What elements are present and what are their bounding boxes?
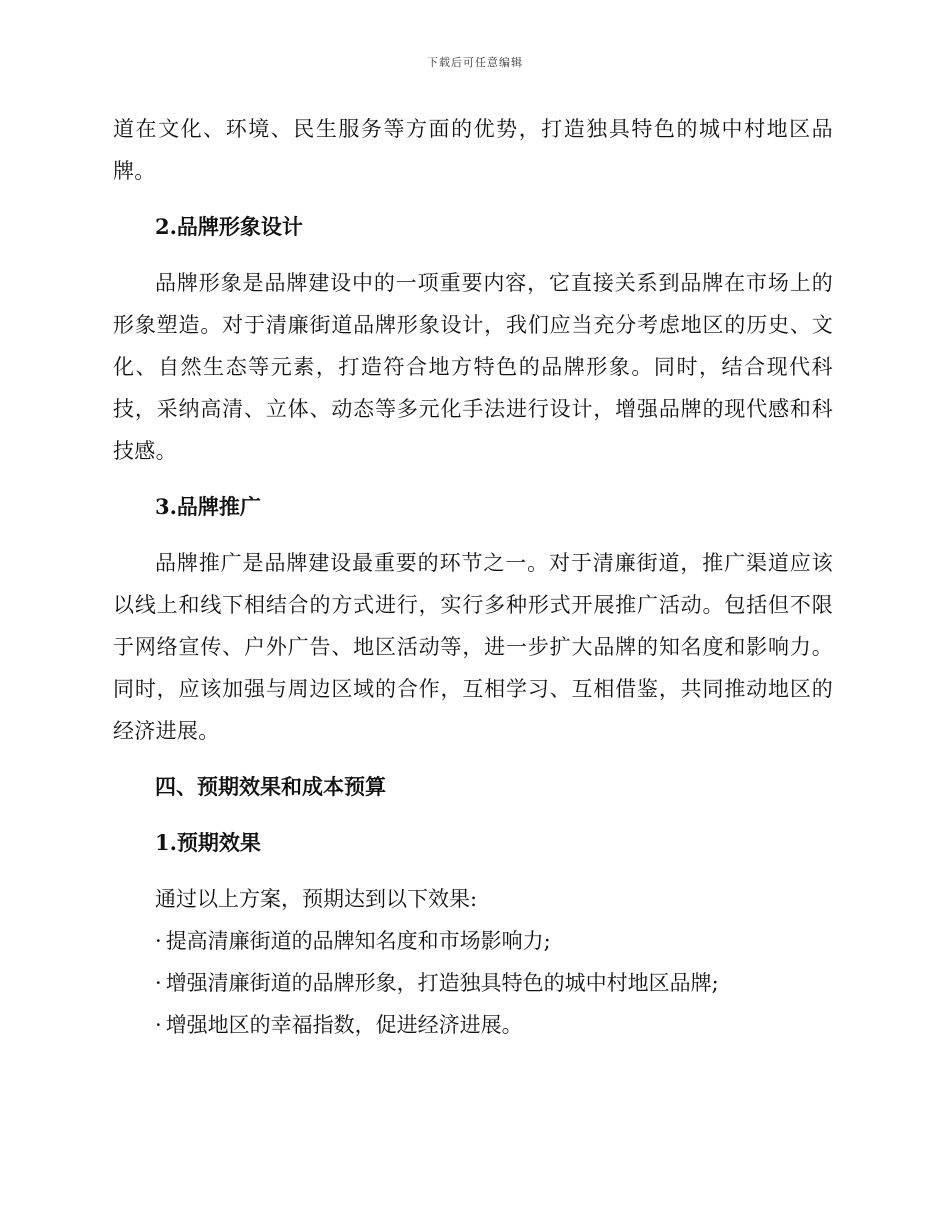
bullet-item: [113, 1004, 833, 1046]
bullet-dot-icon: ·: [155, 971, 162, 995]
document-body: [113, 108, 833, 1046]
bullet-text: 提高清廉街道的品牌知名度和市场影响力;: [165, 929, 551, 953]
bullet-item: [113, 920, 833, 962]
bullet-dot-icon: ·: [155, 929, 162, 953]
section-3-paragraph: 品牌推广是品牌建设最重要的环节之一。对于清廉街道，推广渠道应该以线上和线下相结合的方式进行，实行多种形式开展推广活动。包括但不限于网络宣传、户外广告、地区活动等，进一步扩大品牌的知名度和影响力。同时，应该加强与周边区域的合作，互相学习、互相借鉴，共同推动地区的经济进展。: [113, 551, 833, 743]
bullet-dot-icon: ·: [155, 1013, 162, 1037]
chapter-4-heading: 四、预期效果和成本预算: [155, 774, 386, 799]
section-3-heading: 3.品牌推广: [155, 494, 261, 519]
expected-effects-lead: 通过以上方案，预期达到以下效果:: [155, 887, 478, 911]
bullet-text: 增强清廉街道的品牌形象，打造独具特色的城中村地区品牌;: [165, 971, 719, 995]
bullet-item: [113, 962, 833, 1004]
subsection-1-heading: 1.预期效果: [155, 830, 261, 855]
bullet-text: 增强地区的幸福指数，促进经济进展。: [165, 1013, 523, 1037]
section-2-paragraph: 品牌形象是品牌建设中的一项重要内容，它直接关系到品牌在市场上的形象塑造。对于清廉街道品牌形象设计，我们应当充分考虑地区的历史、文化、自然生态等元素，打造符合地方特色的品牌形象。同时，结合现代科技，采纳高清、立体、动态等多元化手法进行设计，增强品牌的现代感和科技感。: [113, 271, 833, 463]
intro-paragraph: 道在文化、环境、民生服务等方面的优势，打造独具特色的城中村地区品牌。: [113, 117, 833, 183]
section-2-heading: 2.品牌形象设计: [155, 214, 303, 239]
header-note: 下载后可任意编辑: [427, 56, 523, 69]
